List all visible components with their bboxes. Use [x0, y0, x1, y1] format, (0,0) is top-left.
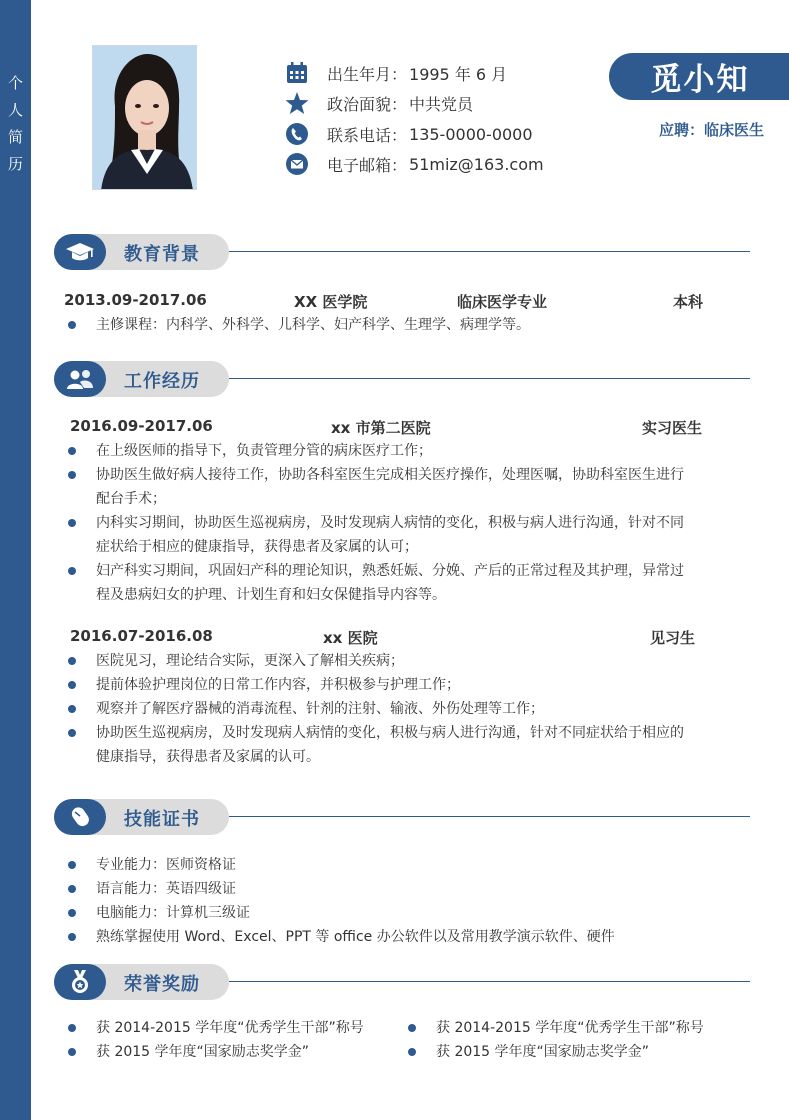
- list-item: 熟练掌握使用 Word、Excel、PPT 等 office 办公软件以及常用教学演示软件、硬件: [68, 925, 728, 949]
- list-item: 专业能力：医师资格证: [68, 853, 728, 877]
- list-item: 主修课程：内科学、外科学、儿科学、妇产科学、生理学、病理学等。: [68, 313, 728, 337]
- info-value: 1995 年 6 月: [409, 64, 508, 84]
- list-item: 内科实习期间，协助医生巡视病房，及时发现病人病情的变化，积极与病人进行沟通，针对不同 症状给于相应的健康指导，获得患者及家属的认可；: [68, 511, 728, 559]
- name-badge: 觅小知: [609, 53, 789, 100]
- edu-school: XX 医学院: [294, 293, 368, 311]
- info-email: [285, 152, 544, 176]
- phone-icon: [285, 122, 309, 146]
- info-value: 135-0000-0000: [409, 124, 533, 144]
- apply-position: 应聘：临床医生: [659, 121, 765, 139]
- section-divider: [229, 981, 750, 982]
- list-item: 电脑能力：计算机三级证: [68, 901, 728, 925]
- edu-major: 临床医学专业: [457, 293, 548, 311]
- job-role: 见习生: [650, 629, 696, 647]
- list-item: 协助医生做好病人接待工作，协助各科室医生完成相关医疗操作，处理医嘱，协助科室医生进行 配台手术；: [68, 463, 728, 511]
- list-item: 在上级医师的指导下，负责管理分管的病床医疗工作；: [68, 439, 728, 463]
- list-item: 医院见习，理论结合实际，更深入了解相关疾病；: [68, 649, 728, 673]
- section-title: 荣誉奖励: [124, 974, 200, 995]
- job-org: xx 市第二医院: [331, 419, 431, 437]
- info-value: 中共党员: [409, 94, 474, 114]
- medal-icon: [54, 964, 106, 1000]
- mouse-icon: [54, 799, 106, 835]
- section-work-header: [54, 361, 750, 397]
- list-item: 妇产科实习期间，巩固妇产科的理论知识，熟悉妊娠、分娩、产后的正常过程及其护理，异常过 程及患病妇女的护理、计划生育和妇女保健指导内容等。: [68, 559, 728, 607]
- info-political: [285, 91, 473, 115]
- list-item: 语言能力：英语四级证: [68, 877, 728, 901]
- section-divider: [229, 816, 750, 817]
- graduation-cap-icon: [54, 234, 106, 270]
- star-icon: [285, 91, 309, 115]
- team-icon: [54, 361, 106, 397]
- section-title: 教育背景: [124, 244, 200, 265]
- list-item: 获 2015 学年度“国家励志奖学金”: [408, 1040, 748, 1064]
- mail-icon: [285, 152, 309, 176]
- section-skills-header: [54, 799, 750, 835]
- info-value: 51miz@163.com: [409, 154, 544, 174]
- info-phone: [285, 122, 533, 146]
- job-role: 实习医生: [642, 419, 703, 437]
- edu-degree: 本科: [673, 293, 704, 311]
- section-honors-header: [54, 964, 750, 1000]
- list-item: 获 2014-2015 学年度“优秀学生干部”称号: [408, 1016, 748, 1040]
- section-divider: [229, 378, 750, 379]
- list-item: 获 2015 学年度“国家励志奖学金”: [68, 1040, 398, 1064]
- list-item: 提前体验护理岗位的日常工作内容，并积极参与护理工作；: [68, 673, 728, 697]
- info-birth: [285, 61, 507, 85]
- info-label: 政治面貌：: [327, 94, 408, 114]
- section-title: 工作经历: [124, 371, 200, 392]
- list-item: 观察并了解医疗器械的消毒流程、针剂的注射、输液、外伤处理等工作；: [68, 697, 728, 721]
- info-label: 出生年月：: [327, 64, 408, 84]
- job-period: 2016.09-2017.06: [70, 417, 213, 435]
- section-education-header: [54, 234, 750, 270]
- list-item: 获 2014-2015 学年度“优秀学生干部”称号: [68, 1016, 398, 1040]
- edu-period: 2013.09-2017.06: [64, 291, 207, 309]
- job-period: 2016.07-2016.08: [70, 627, 213, 645]
- section-divider: [229, 251, 750, 252]
- info-label: 联系电话：: [327, 125, 408, 145]
- sidebar: [0, 0, 31, 1120]
- info-label: 电子邮箱：: [327, 155, 408, 175]
- list-item: 协助医生巡视病房，及时发现病人病情的变化，积极与病人进行沟通，针对不同症状给于相应的 健康指导，获得患者及家属的认可。: [68, 721, 728, 769]
- section-title: 技能证书: [124, 809, 200, 830]
- calendar-icon: [285, 61, 309, 85]
- job-org: xx 医院: [323, 629, 378, 647]
- profile-photo: [92, 45, 197, 190]
- sidebar-title: 个 人 简 历: [7, 74, 23, 173]
